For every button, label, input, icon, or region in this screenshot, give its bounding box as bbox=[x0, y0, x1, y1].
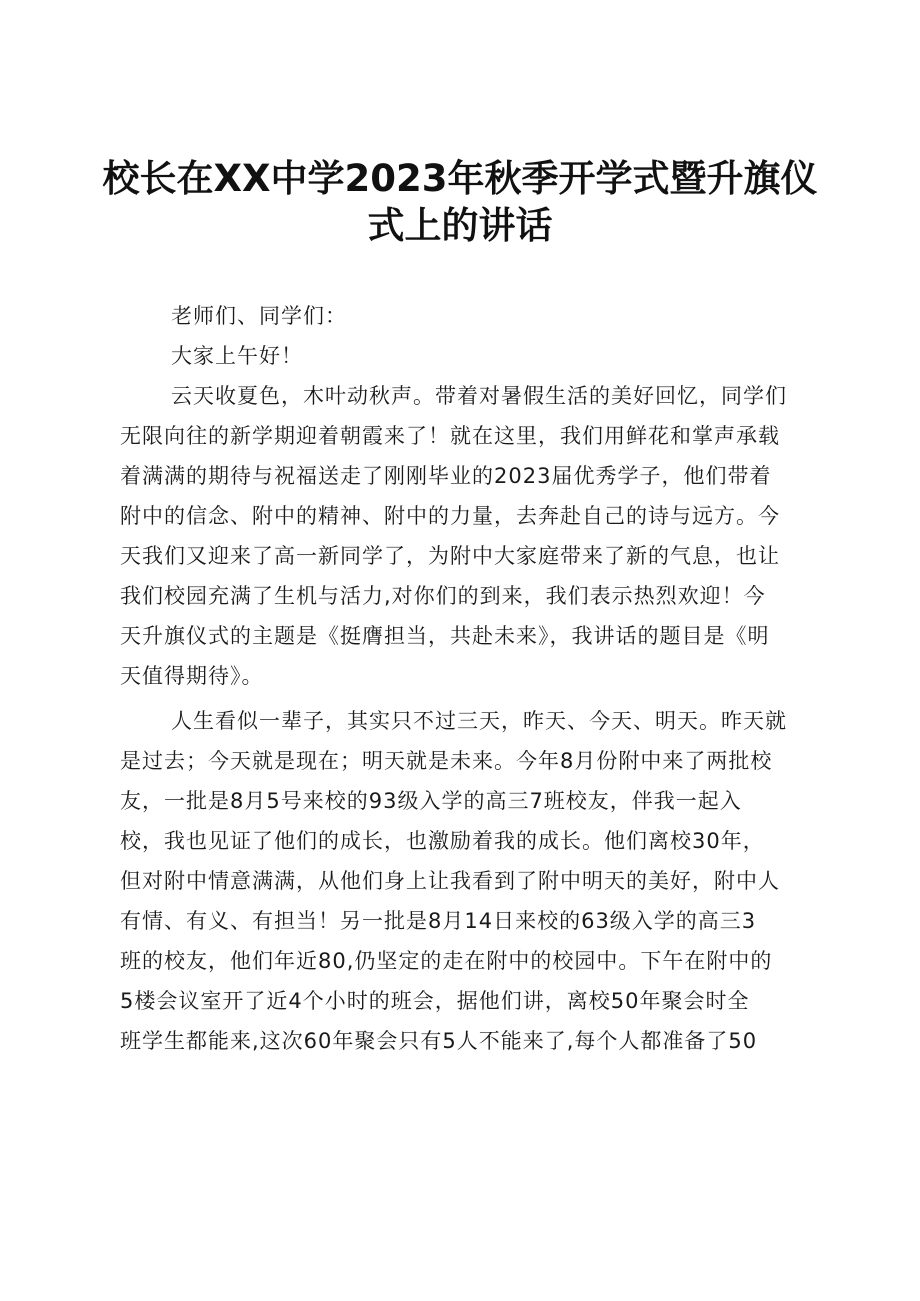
paragraph-line: 着满满的期待与祝福送走了刚刚毕业的2023届优秀学子，他们带着 bbox=[120, 464, 772, 488]
paragraph-line: 班学生都能来,这次60年聚会只有5人不能来了,每个人都准备了50 bbox=[120, 1029, 758, 1053]
paragraph-line: 无限向往的新学期迎着朝霞来了！就在这里，我们用鲜花和掌声承载 bbox=[120, 424, 780, 448]
paragraph-line: 我们校园充满了生机与活力,对你们的到来，我们表示热烈欢迎！今 bbox=[120, 584, 766, 608]
paragraph-line: 班的校友，他们年近80,仍坚定的走在附中的校园中。下午在附中的 bbox=[120, 949, 773, 973]
paragraph-line: 人生看似一辈子，其实只不过三天，昨天、今天、明天。昨天就 bbox=[171, 709, 787, 733]
document-title bbox=[100, 155, 820, 249]
paragraph-line: 5楼会议室开了近4个小时的班会，据他们讲，离校50年聚会时全 bbox=[120, 989, 750, 1013]
title-line: 校长在XX中学2023年秋季开学式暨升旗仪 bbox=[102, 157, 818, 200]
paragraph-line: 天我们又迎来了高一新同学了，为附中大家庭带来了新的气息，也让 bbox=[120, 544, 780, 568]
paragraph-line: 友，一批是8月5号来校的93级入学的高三7班校友，伴我一起入 bbox=[120, 789, 742, 813]
paragraph-line: 是过去；今天就是现在；明天就是未来。今年8月份附中来了两批校 bbox=[120, 749, 773, 773]
paragraph-line: 天升旗仪式的主题是《挺膺担当，共赴未来》，我讲话的题目是《明 bbox=[120, 624, 770, 648]
paragraph-line: 校，我也见证了他们的成长，也激励着我的成长。他们离校30年， bbox=[120, 829, 765, 853]
paragraph-line: 但对附中情意满满，从他们身上让我看到了附中明天的美好，附中人 bbox=[120, 869, 780, 893]
paragraph-2 bbox=[120, 701, 822, 1061]
paragraph-line: 云天收夏色，木叶动秋声。带着对暑假生活的美好回忆，同学们 bbox=[171, 384, 787, 408]
paragraph-line: 附中的信念、附中的精神、附中的力量，去奔赴自己的诗与远方。今 bbox=[120, 504, 780, 528]
paragraph-line: 有情、有义、有担当！另一批是8月14日来校的63级入学的高三3 bbox=[120, 909, 757, 933]
paragraph-1 bbox=[120, 376, 822, 696]
paragraph-line: 天值得期待》。 bbox=[120, 664, 264, 688]
title-line: 式上的讲话 bbox=[367, 204, 553, 247]
salutation: 老师们、同学们： bbox=[171, 304, 347, 328]
document-body bbox=[120, 296, 822, 1061]
greeting: 大家上午好！ bbox=[171, 344, 303, 368]
